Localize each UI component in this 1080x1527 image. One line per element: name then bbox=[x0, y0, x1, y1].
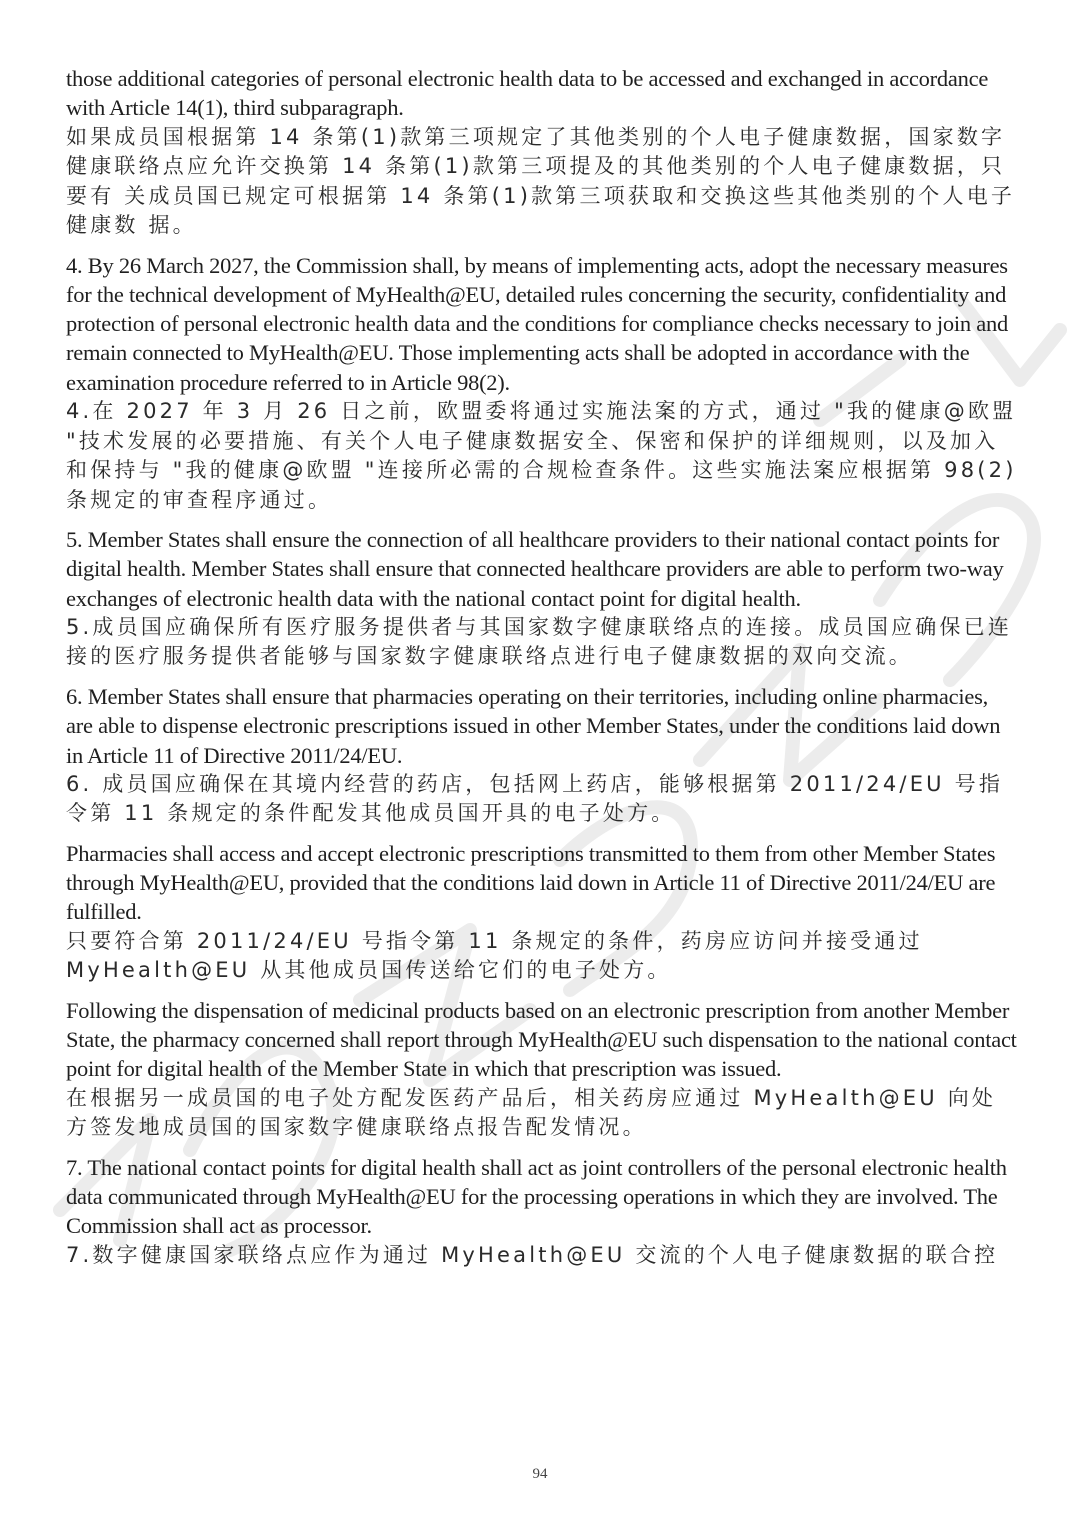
paragraph-continuation bbox=[66, 64, 1018, 241]
paragraph-5 bbox=[66, 525, 1018, 672]
page-number: 94 bbox=[532, 1466, 548, 1482]
paragraph-chinese: 6. 成员国应确保在其境内经营的药店，包括网上药店，能够根据第 2011/24/EU 号指令第 11 条规定的条件配发其他成员国开具的电子处方。 bbox=[66, 771, 1004, 826]
paragraph-4 bbox=[66, 251, 1018, 515]
paragraph-7 bbox=[66, 1153, 1018, 1270]
paragraph-english: those additional categories of personal electronic health data to be accessed and exchanged in accordance with Article 14(1), third subparagraph. bbox=[66, 66, 989, 121]
paragraph-chinese: 5.成员国应确保所有医疗服务提供者与其国家数字健康联络点的连接。成员国应确保已连接的医疗服务提供者能够与国家数字健康联络点进行电子健康数据的双向交流。 bbox=[66, 614, 1013, 669]
paragraph-chinese: 只要符合第 2011/24/EU 号指令第 11 条规定的条件，药房应访问并接受通过 MyHealth@EU 从其他成员国传送给它们的电子处方。 bbox=[66, 928, 923, 983]
paragraph-english: Pharmacies shall access and accept electronic prescriptions transmitted to them from other Member States through MyHealth@EU, provided that the conditions laid down in Article 11 of Directive 2011/24/EU are fulfilled. bbox=[66, 840, 996, 925]
paragraph-english: 7. The national contact points for digital health shall act as joint controllers of the personal electronic health data communicated through MyHealth@EU for the processing operations in which they are involved. The Commission shall act as processor. bbox=[66, 1154, 1007, 1239]
paragraph-english: 5. Member States shall ensure the connection of all healthcare providers to their national contact points for digital health. Member States shall ensure that connected healthcare providers are able to perform two-way exchanges of electronic health data with the national contact point for digital health. bbox=[66, 527, 1004, 611]
paragraph-english: Following the dispensation of medicinal products based on an electronic prescription from another Member State, the pharmacy concerned shall report through MyHealth@EU such dispensation to the national contact point for digital health of the Member State in which that prescription was issued. bbox=[66, 997, 1017, 1082]
paragraph-chinese: 7.数字健康国家联络点应作为通过 MyHealth@EU 交流的个人电子健康数据的联合控 bbox=[66, 1242, 999, 1267]
paragraph-6-dispensation bbox=[66, 996, 1018, 1143]
paragraph-english: 4. By 26 March 2027, the Commission shall, by means of implementing acts, adopt the necessary measures for the technical development of MyHealth@EU, detailed rules concerning the security, confidentiality and protection of personal electronic health data and the conditions for compliance checks necessary to join and remain connected to MyHealth@EU. Those implementing acts shall be adopted in accordance with the examination procedure referred to in Article 98(2). bbox=[66, 252, 1009, 395]
paragraph-chinese: 如果成员国根据第 14 条第(1)款第三项规定了其他类别的个人电子健康数据，国家数字 健康联络点应允许交换第 14 条第(1)款第三项提及的其他类别的个人电子健康数据，只要有 关成员国已规定可根据第 14 条第(1)款第三项获取和交换这些其他类别的个人电子健康数 据。 bbox=[66, 124, 1016, 238]
document-body bbox=[66, 64, 1018, 1280]
paragraph-6-pharmacies bbox=[66, 839, 1018, 986]
paragraph-chinese: 在根据另一成员国的电子处方配发医药产品后，相关药房应通过 MyHealth@EU 向处方签发地成员国的国家数字健康联络点报告配发情况。 bbox=[66, 1085, 997, 1140]
paragraph-english: 6. Member States shall ensure that pharmacies operating on their territories, including online pharmacies, are able to dispense electronic prescriptions issued in other Member States, under the conditions laid down in Article 11 of Directive 2011/24/EU. bbox=[66, 683, 1001, 768]
paragraph-6 bbox=[66, 682, 1018, 829]
paragraph-chinese: 4.在 2027 年 3 月 26 日之前，欧盟委将通过实施法案的方式，通过 "我的健康@欧盟 "技术发展的必要措施、有关个人电子健康数据安全、保密和保护的详细规则，以及加入和保持与 "我的健康@欧盟 "连接所必需的合规检查条件。这些实施法案应根据第 98(2)条规定的审查程序通过。 bbox=[66, 399, 1017, 512]
